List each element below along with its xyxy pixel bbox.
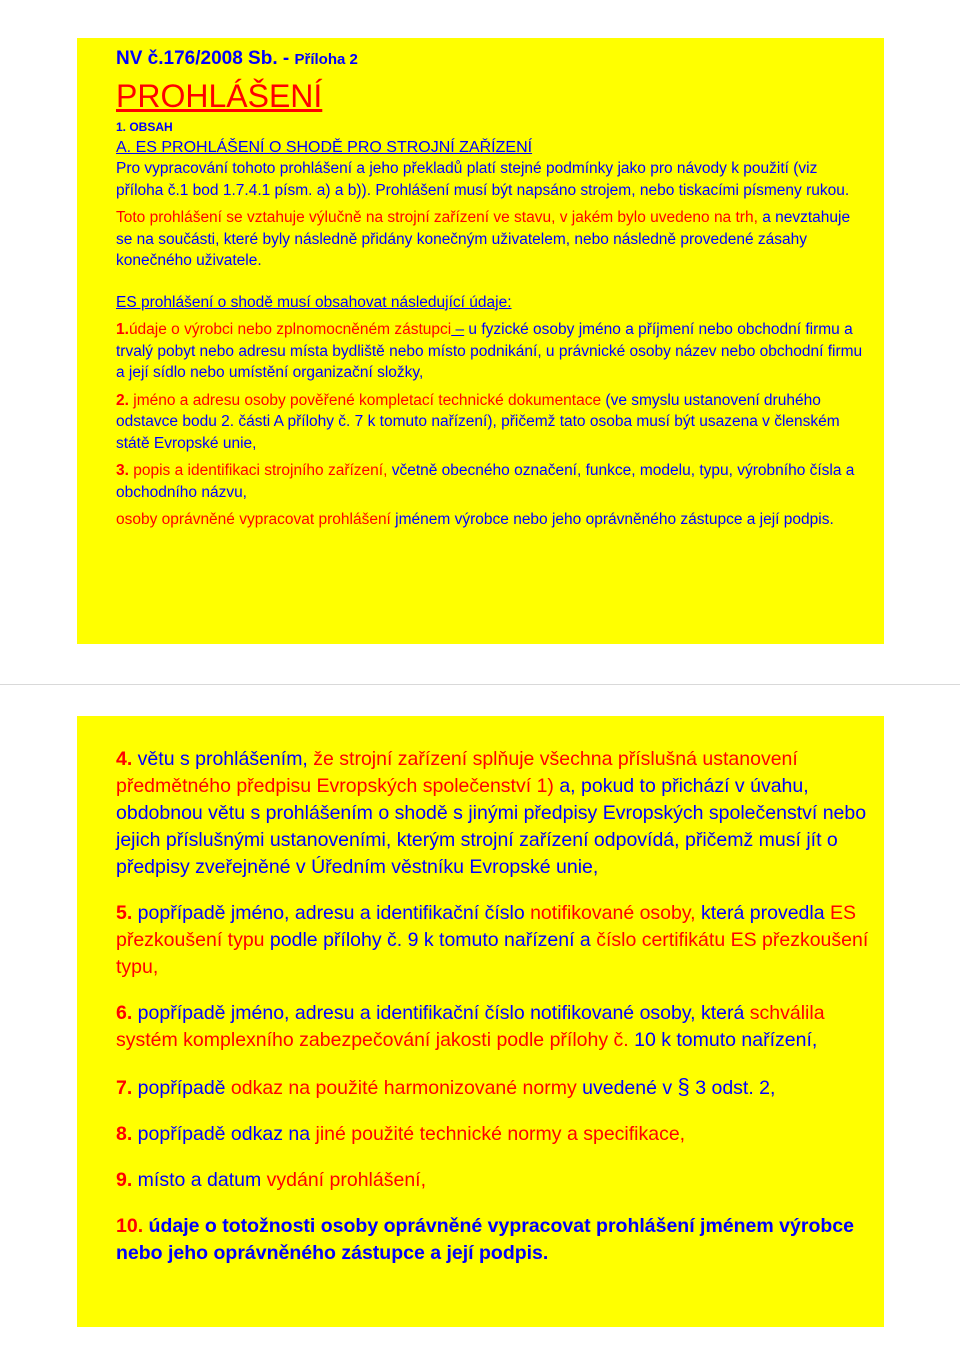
list-item-6: 6. popřípadě jméno, adresu a identifikační číslo notifikované osoby, která schválila systém komplexního zabezpečování jakosti podle přílohy č. 10 k tomuto nařízení, (116, 1002, 825, 1051)
intro-paragraph: Pro vypracování tohoto prohlášení a jeho překladů platí stejné podmínky jako pro návody k použití (viz příloha č.1 bod 1.7.4.1 písm. a) a b)). Prohlášení musí být napsáno strojem, nebo tiskacími písmeny rukou. (116, 160, 850, 199)
list-item-1: 1.údaje o výrobci nebo zplnomocněném zástupci – u fyzické osoby jméno a příjmení nebo obchodní firmu a trvalý pobyt nebo adresu místa bydliště nebo místo podnikání, u právnické osoby název nebo obchodní firmu a její sídlo nebo umístění organizační složky, (116, 321, 863, 381)
signature-item: osoby oprávněné vypracovat prohlášení jménem výrobce nebo jeho oprávněného zástupce a její podpis. (116, 511, 834, 528)
list-item-4: 4. větu s prohlášením, že strojní zařízení splňuje všechna příslušná ustanovení předmětného předpisu Evropských společenství 1) a, pokud to přichází v úvahu, obdobnou větu s prohlášením o shodě s jinými předpisy Evropských společenství nebo jejich příslušnými ustanoveními, kterým strojní zařízení odpovídá, přičemž musí jít o předpisy zveřejněné v Úředním věstníku Evropské unie, (116, 748, 867, 878)
document-header (116, 47, 884, 72)
list-item-10: 10. údaje o totožnosti osoby oprávněné vypracovat prohlášení jménem výrobce nebo jeho oprávněného zástupce a její podpis. (116, 1215, 854, 1264)
annex-label: Příloha 2 (294, 51, 358, 68)
section-sign: § (677, 1074, 690, 1099)
requirements-heading: ES prohlášení o shodě musí obsahovat následující údaje: (116, 293, 512, 311)
slide-1 (77, 38, 884, 644)
section-heading-a: A. ES PROHLÁŠENÍ O SHODĚ PRO STROJNÍ ZAŘÍZENÍ (116, 139, 533, 156)
list-item-3: 3. popis a identifikaci strojního zařízení, včetně obecného označení, funkce, modelu, typu, výrobního čísla a obchodního názvu, (116, 462, 855, 501)
slide-2 (77, 716, 884, 1327)
page-divider (0, 684, 960, 685)
list-item-8: 8. popřípadě odkaz na jiné použité technické normy a specifikace, (116, 1123, 686, 1145)
list-item-2: 2. jméno a adresu osoby pověřené kompletací technické dokumentace (ve smyslu ustanovení druhého odstavce bodu 2. části A přílohy č. 7 k tomuto nařízení), přičemž tato osoba musí být usazena v členském státě Evropské unie, (116, 391, 840, 452)
list-item-5: 5. popřípadě jméno, adresu a identifikační číslo notifikované osoby, která provedla ES přezkoušení typu podle přílohy č. 9 k tomuto nařízení a číslo certifikátu ES přezkoušení typu, (116, 902, 869, 978)
regulation-reference: NV č.176/2008 Sb. - (116, 48, 290, 69)
list-item-7: 7. popřípadě odkaz na použité harmonizované normy uvedené v § 3 odst. 2, (116, 1074, 776, 1099)
scope-paragraph: Toto prohlášení se vztahuje výlučně na strojní zařízení ve stavu, v jakém bylo uvedeno na trh, a nevztahuje se na součásti, které byly následně přidány konečným uživatelem, nebo následně provedené zásahy konečného uživatele. (116, 209, 851, 269)
list-item-9: 9. místo a datum vydání prohlášení, (116, 1169, 427, 1191)
section-label: 1. OBSAH (116, 120, 173, 134)
page-title: PROHLÁŠENÍ (116, 78, 323, 114)
